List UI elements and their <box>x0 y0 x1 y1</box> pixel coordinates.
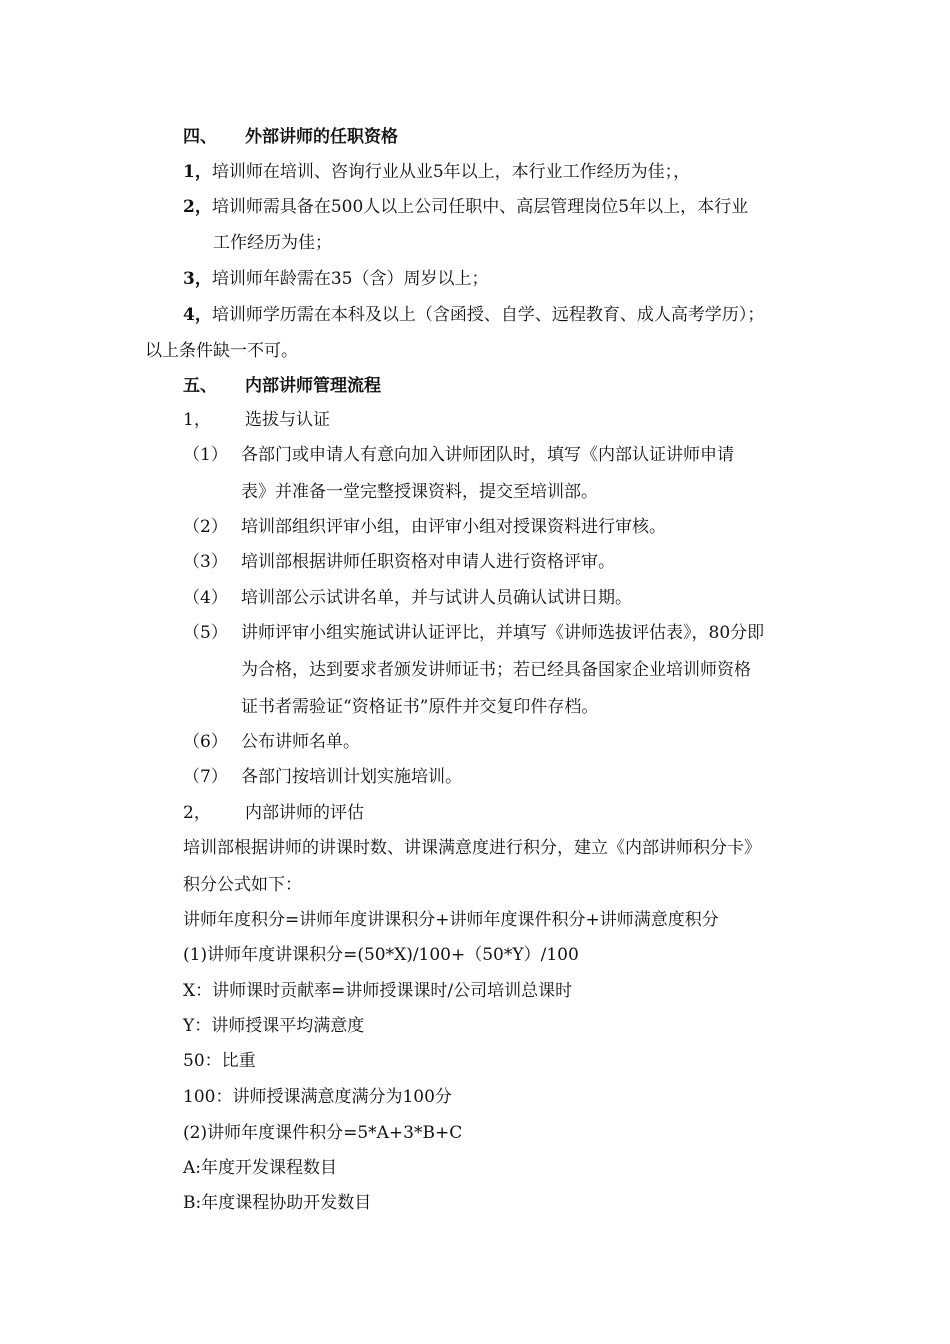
step-number: （7） <box>183 767 228 787</box>
step-text-continued: 为合格，达到要求者颁发讲师证书；若已经具备国家企业培训师资格 <box>241 660 751 680</box>
subsection-number: 1， <box>183 410 211 430</box>
definition-weight: 50：比重 <box>183 1051 256 1071</box>
subsection-heading <box>183 409 330 431</box>
step-number: （3） <box>183 552 228 572</box>
item-text: 培训师年龄需在35（含）周岁以上； <box>211 269 489 289</box>
qualification-item <box>183 196 748 218</box>
process-step <box>183 587 632 609</box>
process-step <box>183 551 615 573</box>
subsection-heading <box>183 802 364 824</box>
section-number: 五、 <box>183 376 217 396</box>
evaluation-paragraph-continued: 积分公式如下： <box>183 875 302 895</box>
step-text: 培训部公示试讲名单，并与试讲人员确认试讲日期。 <box>241 588 632 608</box>
step-text: 各部门按培训计划实施培训。 <box>241 767 462 787</box>
item-number: 1， <box>183 162 212 182</box>
subsection-number: 2， <box>183 803 211 823</box>
formula-courseware: (2)讲师年度课件积分=5*A+3*B+C <box>183 1123 463 1143</box>
step-text: 公布讲师名单。 <box>241 732 360 752</box>
definition-x: X：讲师课时贡献率=讲师授课课时/公司培训总课时 <box>183 981 573 1001</box>
section-title: 外部讲师的任职资格 <box>245 127 398 147</box>
process-step <box>183 444 734 466</box>
formula-total: 讲师年度积分=讲师年度讲课积分+讲师年度课件积分+讲师满意度积分 <box>183 910 719 930</box>
step-number: （5） <box>183 623 228 643</box>
step-text: 培训部组织评审小组，由评审小组对授课资料进行审核。 <box>241 517 666 537</box>
item-text: 培训师学历需在本科及以上（含函授、自学、远程教育、成人高考学历）； <box>211 305 765 325</box>
item-number: 4， <box>183 305 212 325</box>
section-4-heading <box>183 126 398 148</box>
subsection-title: 选拔与认证 <box>245 410 330 430</box>
requirement-note: 以上条件缺一不可。 <box>145 341 298 361</box>
step-number: （1） <box>183 445 228 465</box>
step-text-continued: 证书者需验证“资格证书”原件并交复印件存档。 <box>241 697 599 717</box>
step-text: 讲师评审小组实施试讲认证评比，并填写《讲师选拔评估表》，80分即 <box>241 623 765 643</box>
process-step <box>183 516 666 538</box>
section-title: 内部讲师管理流程 <box>245 376 381 396</box>
formula-teaching: (1)讲师年度讲课积分=(50*X)/100+（50*Y）/100 <box>183 945 579 965</box>
item-text: 培训师需具备在500人以上公司任职中、高层管理岗位5年以上，本行业 <box>211 197 749 217</box>
item-text-continued: 工作经历为佳； <box>213 233 332 253</box>
qualification-item <box>183 304 764 326</box>
item-text: 培训师在培训、咨询行业从业5年以上，本行业工作经历为佳；， <box>211 162 691 182</box>
definition-full-score: 100：讲师授课满意度满分为100分 <box>183 1087 452 1107</box>
item-number: 2， <box>183 197 212 217</box>
item-number: 3， <box>183 269 212 289</box>
qualification-item <box>183 268 488 290</box>
step-number: （4） <box>183 588 228 608</box>
step-number: （6） <box>183 732 228 752</box>
process-step <box>183 731 360 753</box>
evaluation-paragraph: 培训部根据讲师的讲课时数、讲课满意度进行积分，建立《内部讲师积分卡》 <box>183 838 761 858</box>
qualification-item <box>183 161 690 183</box>
process-step <box>183 622 764 644</box>
section-5-heading <box>183 375 381 397</box>
step-number: （2） <box>183 517 228 537</box>
definition-b: B:年度课程协助开发数目 <box>183 1193 372 1213</box>
subsection-title: 内部讲师的评估 <box>245 803 364 823</box>
step-text: 各部门或申请人有意向加入讲师团队时，填写《内部认证讲师申请 <box>241 445 734 465</box>
process-step <box>183 766 462 788</box>
definition-a: A:年度开发课程数目 <box>183 1158 338 1178</box>
definition-y: Y：讲师授课平均满意度 <box>183 1016 365 1036</box>
step-text-continued: 表》并准备一堂完整授课资料，提交至培训部。 <box>241 482 598 502</box>
section-number: 四、 <box>183 127 217 147</box>
step-text: 培训部根据讲师任职资格对申请人进行资格评审。 <box>241 552 615 572</box>
